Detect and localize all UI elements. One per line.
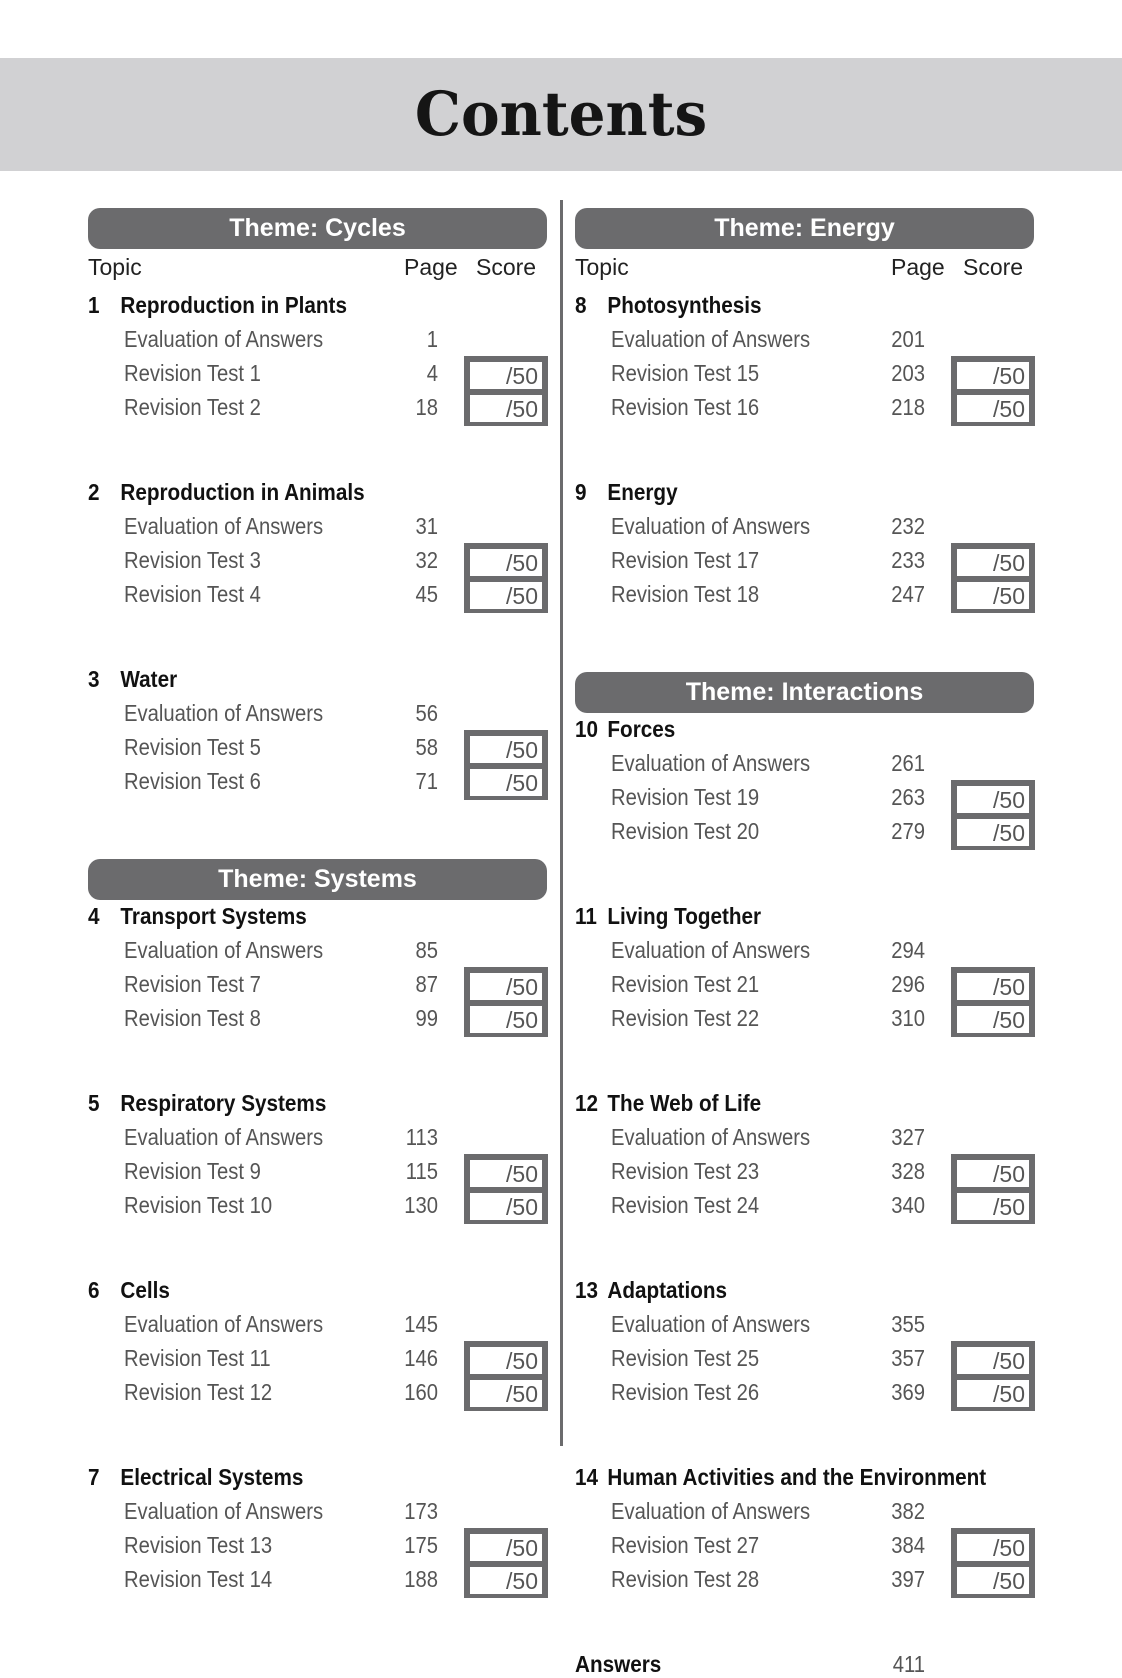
topic-number: 13 [575, 1277, 599, 1303]
topic-title: Transport Systems [120, 903, 307, 929]
entry-page: 145 [404, 1311, 438, 1337]
score-field[interactable]: /50 [956, 394, 1030, 423]
topic-heading[interactable] [575, 1090, 761, 1117]
entry-label[interactable]: Evaluation of Answers [124, 1124, 324, 1150]
entry-label[interactable]: Revision Test 25 [611, 1345, 760, 1371]
topic-heading[interactable] [88, 666, 177, 693]
entry-page: 218 [891, 394, 925, 420]
entry-label[interactable]: Evaluation of Answers [124, 513, 324, 539]
score-field[interactable]: /50 [469, 1346, 543, 1375]
entry-page: 58 [415, 734, 438, 760]
column-divider [560, 200, 563, 1446]
entry-label[interactable]: Evaluation of Answers [124, 700, 324, 726]
entry-label[interactable]: Revision Test 15 [611, 360, 760, 386]
topic-number: 1 [88, 292, 100, 318]
topic-title: Respiratory Systems [120, 1090, 327, 1116]
entry-label[interactable]: Revision Test 2 [124, 394, 261, 420]
entry-label[interactable]: Revision Test 27 [611, 1532, 760, 1558]
entry-label[interactable]: Revision Test 24 [611, 1192, 760, 1218]
score-field[interactable]: /50 [956, 581, 1030, 610]
entry-page: 397 [891, 1566, 925, 1592]
topic-number: 4 [88, 903, 100, 929]
topic-heading[interactable] [575, 1464, 986, 1491]
entry-page: 56 [415, 700, 438, 726]
entry-label[interactable]: Evaluation of Answers [611, 326, 811, 352]
entry-label[interactable]: Evaluation of Answers [611, 513, 811, 539]
score-field[interactable]: /50 [956, 972, 1030, 1001]
score-box [464, 1341, 548, 1411]
topic-title: Cells [120, 1277, 170, 1303]
score-field[interactable]: /50 [469, 1533, 543, 1562]
topic-title: Reproduction in Plants [120, 292, 347, 318]
entry-page: 173 [404, 1498, 438, 1524]
entry-label[interactable]: Revision Test 5 [124, 734, 261, 760]
entry-label[interactable]: Evaluation of Answers [124, 1311, 324, 1337]
score-field[interactable]: /50 [956, 818, 1030, 847]
column-header-topic: Topic [575, 254, 629, 280]
column-header-page: Page [891, 254, 945, 280]
entry-page: 71 [415, 768, 438, 794]
page-title: Contents [414, 78, 708, 150]
entry-label[interactable]: Evaluation of Answers [124, 937, 324, 963]
score-field[interactable]: /50 [469, 1379, 543, 1408]
entry-page: 18 [415, 394, 438, 420]
score-box [464, 730, 548, 800]
topic-heading[interactable] [575, 292, 762, 319]
entry-page: 233 [891, 547, 925, 573]
score-box [951, 1528, 1035, 1598]
entry-label[interactable]: Revision Test 18 [611, 581, 760, 607]
entry-label[interactable]: Revision Test 16 [611, 394, 760, 420]
entry-page: 175 [404, 1532, 438, 1558]
entry-label[interactable]: Evaluation of Answers [611, 1498, 811, 1524]
theme-header: Theme: Interactions [575, 672, 1034, 713]
entry-page: 382 [891, 1498, 925, 1524]
entry-page: 310 [891, 1005, 925, 1031]
score-box [951, 1154, 1035, 1224]
topic-title: Adaptations [607, 1277, 728, 1303]
entry-page: 327 [891, 1124, 925, 1150]
entry-label[interactable]: Revision Test 23 [611, 1158, 760, 1184]
entry-page: 247 [891, 581, 925, 607]
topic-heading[interactable] [575, 716, 675, 743]
theme-header: Theme: Systems [88, 859, 547, 900]
topic-title: Energy [607, 479, 678, 505]
topic-heading[interactable] [575, 479, 678, 506]
score-field[interactable]: /50 [469, 1192, 543, 1221]
entry-page: 279 [891, 818, 925, 844]
topic-heading[interactable] [575, 1277, 727, 1304]
entry-page: 355 [891, 1311, 925, 1337]
entry-label[interactable]: Evaluation of Answers [611, 1311, 811, 1337]
entry-page: 294 [891, 937, 925, 963]
entry-page: 188 [404, 1566, 438, 1592]
score-box [464, 356, 548, 426]
column-header-score: Score [476, 254, 537, 280]
entry-page: 160 [404, 1379, 438, 1405]
topic-number: 3 [88, 666, 100, 692]
entry-page: 113 [405, 1124, 438, 1150]
topic-title: Water [120, 666, 178, 692]
score-box [951, 780, 1035, 850]
score-field[interactable]: /50 [469, 735, 543, 764]
topic-title: Human Activities and the Environment [607, 1464, 987, 1490]
topic-title: Electrical Systems [120, 1464, 304, 1490]
entry-label[interactable]: Revision Test 7 [124, 971, 261, 997]
topic-number: 11 [575, 903, 597, 929]
score-field[interactable]: /50 [956, 1159, 1030, 1188]
topic-number: 2 [88, 479, 100, 505]
score-box [464, 543, 548, 613]
topic-heading[interactable] [575, 903, 761, 930]
entry-page: 328 [891, 1158, 925, 1184]
score-box [464, 1528, 548, 1598]
entry-label[interactable]: Revision Test 11 [124, 1345, 271, 1371]
topic-heading[interactable] [88, 1277, 170, 1304]
entry-label[interactable]: Revision Test 20 [611, 818, 760, 844]
entry-page: 261 [891, 750, 925, 776]
score-box [951, 356, 1035, 426]
topic-number: 12 [575, 1090, 599, 1116]
entry-label[interactable]: Evaluation of Answers [124, 1498, 324, 1524]
entry-label[interactable]: Revision Test 12 [124, 1379, 273, 1405]
score-field[interactable]: /50 [956, 785, 1030, 814]
topic-heading[interactable] [88, 903, 307, 930]
entry-page: 357 [891, 1345, 925, 1371]
score-field[interactable]: /50 [469, 361, 543, 390]
entry-page: 32 [415, 547, 438, 573]
entry-page: 340 [891, 1192, 925, 1218]
entry-label[interactable]: Evaluation of Answers [611, 1124, 811, 1150]
score-box [951, 967, 1035, 1037]
theme-header: Theme: Cycles [88, 208, 547, 249]
topic-title: The Web of Life [607, 1090, 762, 1116]
entry-page: 1 [426, 326, 438, 352]
topic-title: Forces [607, 716, 676, 742]
entry-label[interactable]: Evaluation of Answers [611, 750, 811, 776]
topic-heading[interactable] [88, 479, 365, 506]
score-field[interactable]: /50 [956, 1533, 1030, 1562]
score-field[interactable]: /50 [956, 548, 1030, 577]
entry-label[interactable]: Evaluation of Answers [611, 937, 811, 963]
topic-title: Reproduction in Animals [120, 479, 365, 505]
entry-label[interactable]: Revision Test 17 [611, 547, 760, 573]
score-field[interactable]: /50 [956, 361, 1030, 390]
entry-page: 45 [415, 581, 438, 607]
entry-page: 146 [404, 1345, 438, 1371]
entry-page: 263 [891, 784, 925, 810]
entry-page: 87 [415, 971, 438, 997]
score-field[interactable]: /50 [469, 972, 543, 1001]
score-field[interactable]: /50 [956, 1379, 1030, 1408]
entry-page: 85 [415, 937, 438, 963]
score-field[interactable]: /50 [469, 1566, 543, 1595]
entry-page: 31 [415, 513, 438, 539]
entry-label[interactable]: Revision Test 21 [611, 971, 760, 997]
topic-heading[interactable] [88, 292, 347, 319]
score-field[interactable]: /50 [469, 394, 543, 423]
score-field[interactable]: /50 [469, 581, 543, 610]
score-box [951, 1341, 1035, 1411]
score-field[interactable]: /50 [469, 1159, 543, 1188]
topic-heading[interactable] [88, 1464, 303, 1491]
entry-label[interactable]: Revision Test 8 [124, 1005, 261, 1031]
answers-page: 411 [892, 1651, 925, 1677]
entry-page: 99 [415, 1005, 438, 1031]
topic-title: Living Together [607, 903, 762, 929]
entry-label[interactable]: Revision Test 6 [124, 768, 261, 794]
score-field[interactable]: /50 [469, 548, 543, 577]
entry-label[interactable]: Revision Test 10 [124, 1192, 273, 1218]
entry-label[interactable]: Revision Test 1 [124, 360, 261, 386]
entry-page: 232 [891, 513, 925, 539]
answers-heading[interactable]: Answers [575, 1651, 662, 1677]
score-field[interactable]: /50 [956, 1346, 1030, 1375]
entry-label[interactable]: Revision Test 22 [611, 1005, 760, 1031]
entry-label[interactable]: Revision Test 28 [611, 1566, 760, 1592]
theme-header: Theme: Energy [575, 208, 1034, 249]
score-field[interactable]: /50 [469, 1005, 543, 1034]
entry-label[interactable]: Evaluation of Answers [124, 326, 324, 352]
entry-page: 130 [404, 1192, 438, 1218]
score-box [951, 543, 1035, 613]
topic-number: 10 [575, 716, 599, 742]
entry-label[interactable]: Revision Test 19 [611, 784, 760, 810]
score-field[interactable]: /50 [956, 1005, 1030, 1034]
entry-page: 384 [891, 1532, 925, 1558]
topic-number: 6 [88, 1277, 100, 1303]
entry-page: 203 [891, 360, 925, 386]
topic-heading[interactable] [88, 1090, 326, 1117]
topic-number: 14 [575, 1464, 599, 1490]
entry-label[interactable]: Revision Test 13 [124, 1532, 273, 1558]
score-field[interactable]: /50 [956, 1192, 1030, 1221]
entry-label[interactable]: Revision Test 3 [124, 547, 261, 573]
entry-label[interactable]: Revision Test 9 [124, 1158, 261, 1184]
entry-page: 4 [426, 360, 438, 386]
topic-number: 8 [575, 292, 587, 318]
score-field[interactable]: /50 [469, 768, 543, 797]
entry-page: 115 [405, 1158, 438, 1184]
column-header-topic: Topic [88, 254, 142, 280]
score-field[interactable]: /50 [956, 1566, 1030, 1595]
topic-number: 9 [575, 479, 587, 505]
topic-number: 5 [88, 1090, 100, 1116]
entry-label[interactable]: Revision Test 4 [124, 581, 261, 607]
topic-title: Photosynthesis [607, 292, 762, 318]
entry-page: 369 [891, 1379, 925, 1405]
score-box [464, 1154, 548, 1224]
entry-page: 296 [891, 971, 925, 997]
column-header-score: Score [963, 254, 1024, 280]
score-box [464, 967, 548, 1037]
column-header-page: Page [404, 254, 458, 280]
entry-label[interactable]: Revision Test 26 [611, 1379, 760, 1405]
topic-number: 7 [88, 1464, 100, 1490]
entry-label[interactable]: Revision Test 14 [124, 1566, 273, 1592]
entry-page: 201 [891, 326, 925, 352]
